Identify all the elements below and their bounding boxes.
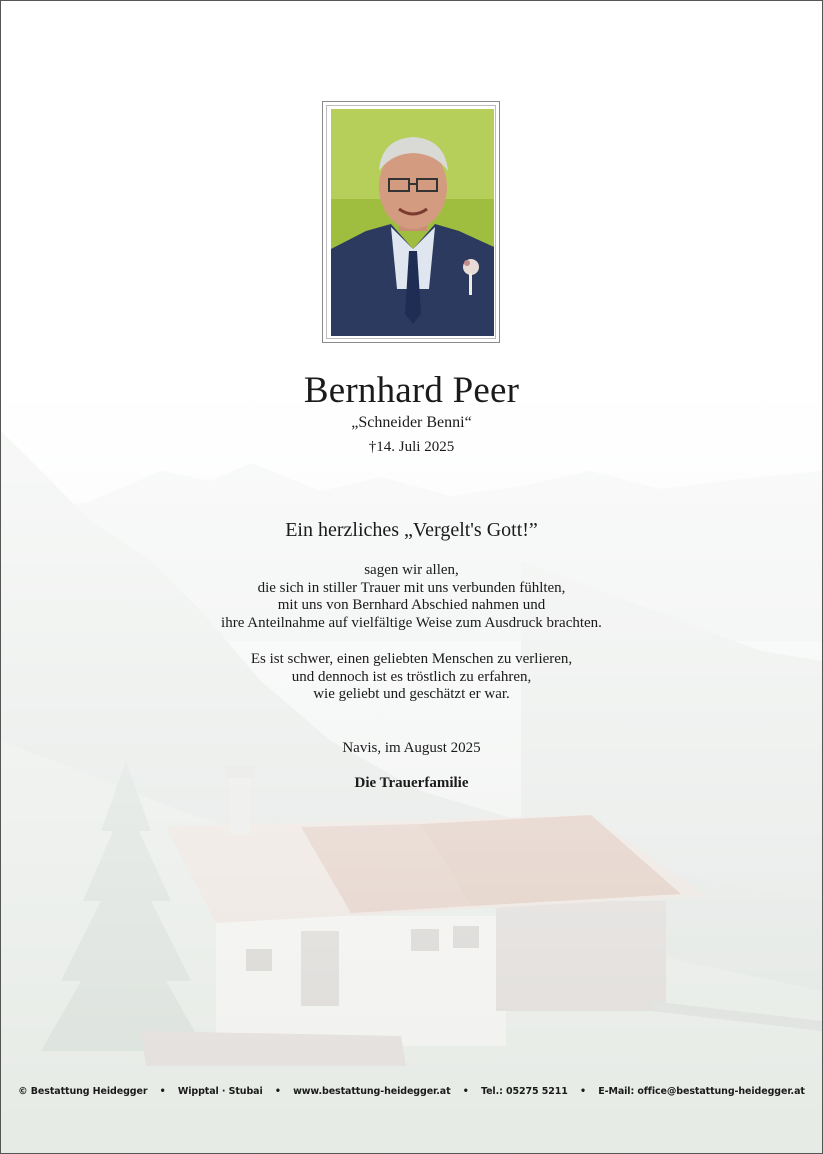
thanks-paragraph-1 — [1, 562, 822, 632]
deceased-nickname: „Schneider Benni“ — [351, 414, 472, 431]
death-date: 14. Juli 2025 — [376, 439, 455, 455]
paragraph-line: ihre Anteilnahme auf vielfältige Weise zum Ausdruck brachten. — [221, 614, 602, 631]
footer — [1, 1086, 822, 1097]
thanks-heading: Ein herzliches „Vergelt's Gott!” — [285, 519, 538, 541]
footer-company: © Bestattung Heidegger — [18, 1086, 148, 1097]
footer-phone: Tel.: 05275 5211 — [480, 1086, 568, 1097]
thanks-paragraph-2 — [1, 651, 822, 704]
footer-separator: • — [159, 1086, 166, 1097]
paragraph-line: mit uns von Bernhard Abschied nahmen und — [277, 597, 546, 613]
deceased-name: Bernhard Peer — [303, 370, 520, 411]
paragraph-line: die sich in stiller Trauer mit uns verbunden fühlten, — [257, 579, 566, 596]
place-date: Navis, im August 2025 — [342, 740, 481, 756]
footer-separator: • — [580, 1086, 587, 1097]
paragraph-line: Es ist schwer, einen geliebten Menschen zu verlieren, — [250, 651, 573, 667]
footer-region: Wipptal · Stubai — [177, 1086, 263, 1097]
portrait-photo-frame — [322, 101, 500, 343]
footer-separator: • — [274, 1086, 281, 1097]
signature: Die Trauerfamilie — [354, 775, 469, 791]
portrait-photo — [331, 109, 494, 336]
death-date-line — [1, 439, 822, 456]
paragraph-line: wie geliebt und geschätzt er war. — [313, 686, 510, 702]
paragraph-line: sagen wir allen, — [364, 562, 459, 578]
footer-separator: • — [462, 1086, 469, 1097]
footer-email-link[interactable]: E-Mail: office@bestattung-heidegger.at — [598, 1086, 805, 1097]
footer-website-link[interactable]: www.bestattung-heidegger.at — [293, 1086, 451, 1097]
cross-icon: † — [368, 439, 377, 455]
paragraph-line: und dennoch ist es tröstlich zu erfahren, — [291, 668, 532, 685]
